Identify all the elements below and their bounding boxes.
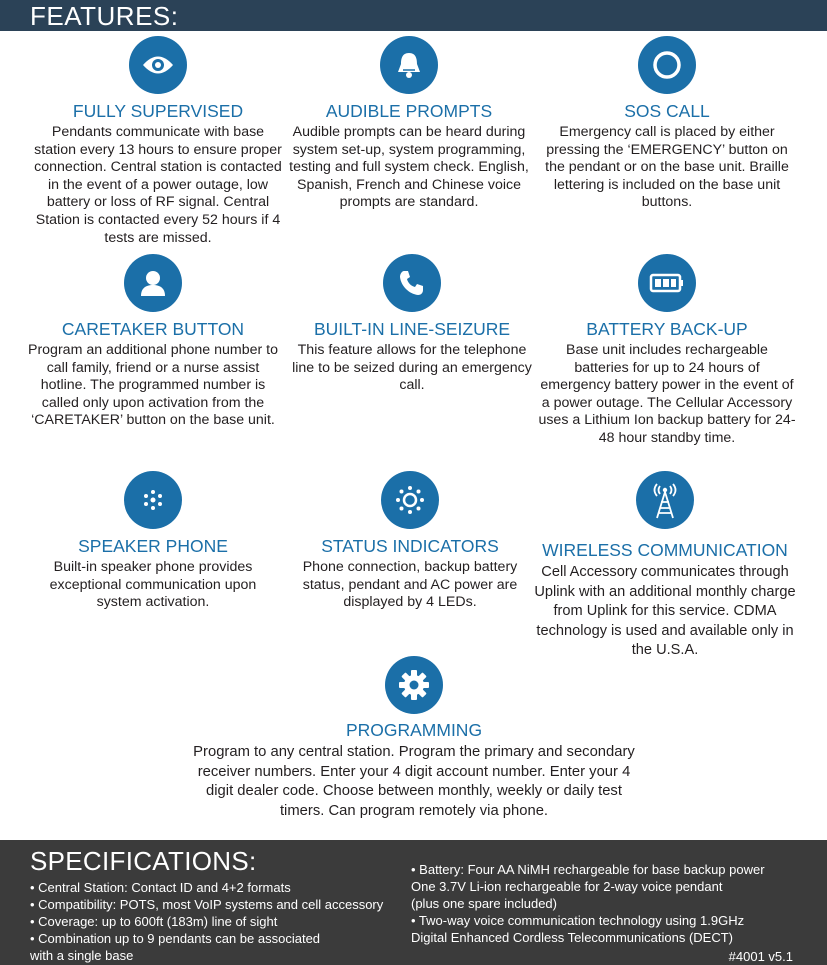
feature-battery-back-up	[538, 254, 796, 448]
feature-title: AUDIBLE PROMPTS	[325, 101, 493, 121]
specifications-heading: SPECIFICATIONS:	[30, 846, 257, 876]
spec-item: • Compatibility: POTS, most VoIP systems and cell accessory	[30, 897, 384, 912]
feature-description: Built-in speaker phone provides exceptional communication upon system activation.	[49, 559, 257, 611]
feature-title: STATUS INDICATORS	[321, 536, 499, 556]
feature-description: This feature allows for the telephone line to be seized during an emergency call.	[292, 342, 532, 394]
feature-built-in-line-seizure	[286, 254, 538, 395]
feature-programming	[190, 656, 638, 821]
feature-description: Phone connection, backup battery status, pendant and AC power are displayed by 4 LEDs.	[302, 559, 518, 611]
person-icon	[124, 254, 182, 312]
feature-wireless-communication	[531, 471, 799, 661]
feature-description: Audible prompts can be heard during system set-up, system programming, testing and full system check. English, Spanish, French and Chinese voice prompts are standard.	[289, 124, 529, 211]
feature-caretaker-button	[24, 254, 282, 430]
specifications-panel	[0, 840, 827, 965]
feature-description: Emergency call is placed by either pressing the ‘EMERGENCY’ button on the pendant or on the base unit. Braille lettering is included on the base unit buttons.	[545, 124, 789, 211]
feature-title: CARETAKER BUTTON	[61, 319, 245, 339]
ring-icon	[638, 36, 696, 94]
feature-description: Cell Accessory communicates through Uplink with an additional monthly charge from Uplink for this service. CDMA technology is used and available only in the U.S.A.	[534, 564, 796, 659]
feature-status-indicators	[292, 471, 528, 612]
feature-description: Program an additional phone number to call family, friend or a nurse assist hotline. The programmed number is called only upon activation from the ‘CARETAKER’ button on the base unit.	[27, 342, 279, 429]
specifications-list-right	[411, 861, 811, 946]
eye-icon	[129, 36, 187, 94]
spec-item: • Battery: Four AA NiMH rechargeable for base backup power One 3.7V Li-ion rechargeable for 2-way voice pendant (plus one spare included)	[411, 862, 765, 911]
feature-title: FULLY SUPERVISED	[72, 101, 244, 121]
feature-sos-call	[537, 36, 797, 212]
gear-icon	[385, 656, 443, 714]
speaker-icon	[124, 471, 182, 529]
feature-description: Base unit includes rechargeable batteries for up to 24 hours of emergency battery power in the event of a power outage. The Cellular Accessory uses a Lithium Ion backup battery for 24-48 hour standby time.	[538, 342, 796, 446]
feature-fully-supervised	[30, 36, 286, 247]
spec-item: • Combination up to 9 pendants can be associated with a single base	[30, 931, 321, 963]
feature-title: WIRELESS COMMUNICATION	[542, 540, 788, 560]
feature-description: Program to any central station. Program the primary and secondary receiver numbers. Enter your 4 digit account number. Enter your 4 digit dealer code. Choose between monthly, weekly or daily test timers. Can program remotely via phone.	[193, 744, 635, 819]
feature-audible-prompts	[286, 36, 532, 212]
antenna-tower-icon	[636, 471, 694, 529]
document-version: #4001 v5.1	[728, 949, 793, 964]
specifications-list-left	[30, 879, 400, 964]
feature-description: Pendants communicate with base station every 13 hours to ensure proper connection. Central station is contacted in the event of a power outage, low battery or loss of RF signal. Central Station is contacted every 52 hours if 4 tests are missed.	[34, 124, 282, 246]
feature-title: BATTERY BACK-UP	[586, 319, 748, 339]
feature-title: BUILT-IN LINE-SEIZURE	[313, 319, 511, 339]
feature-title: SPEAKER PHONE	[78, 536, 228, 556]
battery-icon	[638, 254, 696, 312]
spec-item: • Coverage: up to 600ft (183m) line of sight	[30, 914, 278, 929]
features-heading: FEATURES:	[30, 1, 179, 31]
feature-speaker-phone	[30, 471, 276, 612]
spec-item: • Central Station: Contact ID and 4+2 formats	[30, 880, 291, 895]
spec-item: • Two-way voice communication technology using 1.9GHz Digital Enhanced Cordless Telecommunications (DECT)	[411, 913, 745, 945]
feature-title: SOS CALL	[624, 101, 710, 121]
bell-icon	[380, 36, 438, 94]
indicator-lights-icon	[381, 471, 439, 529]
phone-icon	[383, 254, 441, 312]
feature-title: PROGRAMMING	[345, 720, 483, 740]
features-header-bar	[0, 0, 827, 31]
